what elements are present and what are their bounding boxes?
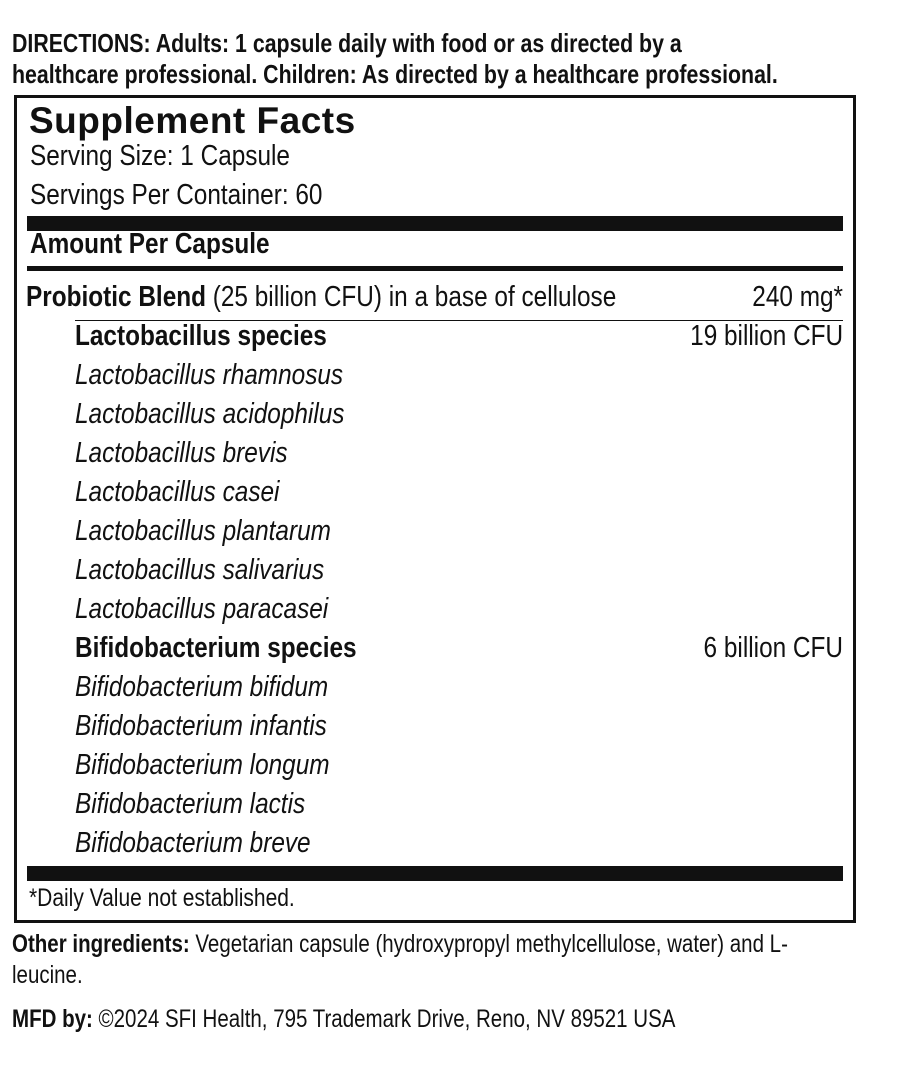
other-ingredients-text: Vegetarian capsule (hydroxypropyl methylcellulose, water) and L-leucine. [12, 930, 788, 989]
servings-per-container: Servings Per Container: 60 [30, 179, 323, 211]
row-name: Lactobacillus casei [75, 476, 280, 508]
directions-line-1: DIRECTIONS: Adults: 1 capsule daily with food or as directed by a [12, 28, 682, 58]
table-row [75, 359, 843, 398]
row-name: Bifidobacterium infantis [75, 710, 327, 742]
row-name: Lactobacillus brevis [75, 437, 288, 469]
row-name: Lactobacillus acidophilus [75, 398, 345, 430]
directions-text [12, 28, 865, 90]
serving-size: Serving Size: 1 Capsule [30, 140, 290, 172]
table-row [75, 788, 843, 827]
table-row [75, 515, 843, 554]
table-row [75, 476, 843, 515]
probiotic-blend-label [26, 281, 729, 314]
blend-description: (25 billion CFU) in a base of cellulose [206, 281, 617, 313]
other-ingredients [12, 929, 840, 991]
table-row [75, 593, 843, 632]
row-name: Bifidobacterium longum [75, 749, 330, 781]
manufacturer-info [12, 1004, 840, 1035]
table-row [75, 671, 843, 710]
amount-per-capsule-header: Amount Per Capsule [30, 228, 270, 260]
row-name: Lactobacillus rhamnosus [75, 359, 344, 391]
table-row [75, 554, 843, 593]
row-name: Bifidobacterium bifidum [75, 671, 329, 703]
row-amount: 6 billion CFU [703, 632, 843, 664]
row-name: Bifidobacterium species [75, 632, 357, 664]
table-row [75, 749, 843, 788]
manufacturer-text: ©2024 SFI Health, 795 Trademark Drive, Reno, NV 89521 USA [92, 1005, 676, 1033]
row-name: Lactobacillus species [75, 320, 327, 352]
table-row [75, 398, 843, 437]
supplement-facts-panel [14, 95, 856, 923]
other-ingredients-label: Other ingredients: [12, 930, 190, 958]
row-name: Bifidobacterium breve [75, 827, 311, 859]
table-row [75, 632, 843, 671]
row-name: Lactobacillus salivarius [75, 554, 325, 586]
table-row [75, 710, 843, 749]
directions-line-2: healthcare professional. Children: As directed by a healthcare professional. [12, 59, 778, 89]
daily-value-footnote: *Daily Value not established. [29, 884, 295, 912]
row-name: Bifidobacterium lactis [75, 788, 306, 820]
divider-thin [27, 266, 843, 271]
divider-thick-bottom [27, 866, 843, 881]
table-row [75, 827, 843, 866]
table-row [75, 437, 843, 476]
panel-title: Supplement Facts [29, 100, 356, 141]
row-name: Lactobacillus plantarum [75, 515, 331, 547]
row-amount: 19 billion CFU [690, 320, 843, 352]
table-row [75, 320, 843, 359]
manufacturer-label: MFD by: [12, 1005, 93, 1033]
blend-name: Probiotic Blend [26, 281, 207, 313]
blend-amount: 240 mg* [752, 281, 843, 313]
row-name: Lactobacillus paracasei [75, 593, 329, 625]
